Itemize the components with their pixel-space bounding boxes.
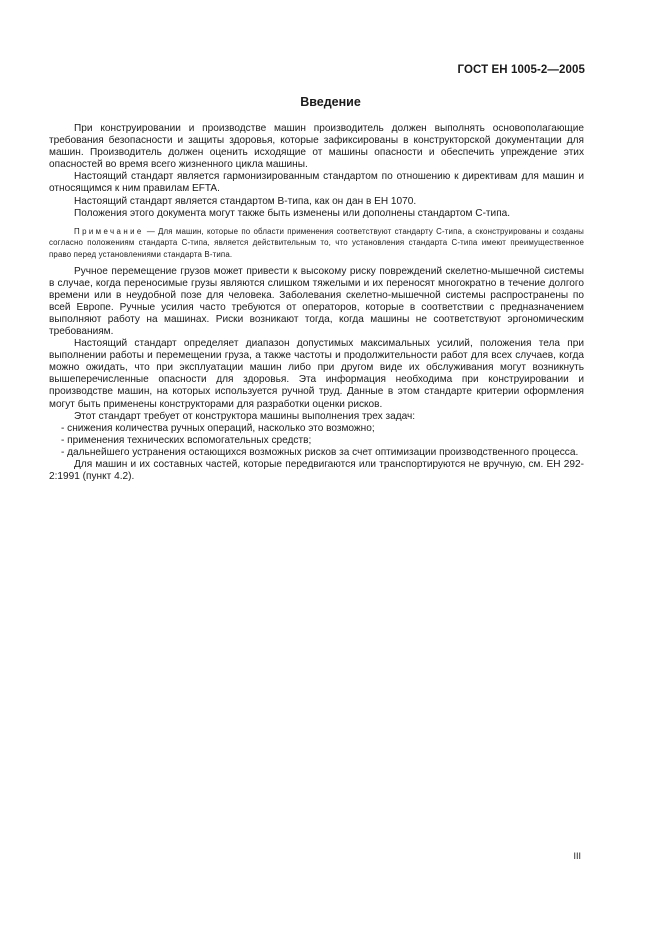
list-item: - применения технических вспомогательных средств;: [61, 434, 312, 446]
paragraph: Ручное перемещение грузов может привести к высокому риску повреждений скелетно-мышечной системы в случае, когда переносимые грузы являются слишком тяжелыми и их переносят многократно в течение долгого времени или в неудобной позе для человека. Заболевания скелетно-мышечной системы распространены по всей Европе. Ручные усилия часто требуются от операторов, которые в соответствии с предназначением выполняют работу на машинах. Риски возникают тогда, когда машины не соответствуют эргономическим требованиям.: [49, 265, 584, 337]
paragraph: При конструировании и производстве машин производитель должен выполнять основополагающие требования безопасности и защиты здоровья, которые зафиксированы в конструкторской документации для машин. Производитель должен оценить исходящие от машины опасности и обеспечить упреждение этих опасностей во время всего жизненного цикла машины.: [49, 123, 584, 171]
paragraph: Для машин и их составных частей, которые передвигаются или транспортируются не вручную, см. ЕН 292-2:1991 (пункт 4.2).: [49, 459, 584, 483]
document-body: [49, 123, 584, 483]
paragraph: Настоящий стандарт является гармонизированным стандартом по отношению к директивам для машин и относящимся к ним правилам EFTA.: [49, 171, 584, 195]
page-number: III: [573, 851, 581, 861]
paragraph: Настоящий стандарт определяет диапазон допустимых максимальных усилий, положения тела при выполнении работы и перемещении груза, а также частоты и продолжительности работ для всех случаев, когда можно ожидать, что при эксплуатации машин либо при другом виде их обслуживания могут возникнуть вышеперечисленные опасности для здоровья. Эта информация необходима при конструировании и производстве машин, на которых используется ручной труд. Данные в этом стандарте критерии оформления могут быть применены конструкторами для разработки оценки рисков.: [49, 338, 584, 410]
paragraph: Этот стандарт требует от конструктора машины выполнения трех задач:: [74, 410, 416, 422]
section-title: Введение: [300, 95, 361, 109]
paragraph: Положения этого документа могут также быть изменены или дополнены стандартом С-типа.: [74, 207, 511, 219]
note-text: — Для машин, которые по области применения соответствуют стандарту С-типа, а сконструированы и созданы согласно положениям стандарта С-типа, является действительным то, что установления стандарта С-типа имеют преимущественное право перед установлениями стандарта В-типа.: [49, 226, 585, 259]
note-label: Примечание: [74, 226, 144, 236]
list-item: - снижения количества ручных операций, насколько это возможно;: [61, 422, 375, 434]
paragraph: Настоящий стандарт является стандартом В-типа, как он дан в ЕН 1070.: [74, 195, 417, 207]
document-code: ГОСТ ЕН 1005-2—2005: [457, 64, 585, 76]
note: [49, 226, 584, 261]
list-item: - дальнейшего устранения остающихся возможных рисков за счет оптимизации производственного процесса.: [61, 446, 579, 458]
